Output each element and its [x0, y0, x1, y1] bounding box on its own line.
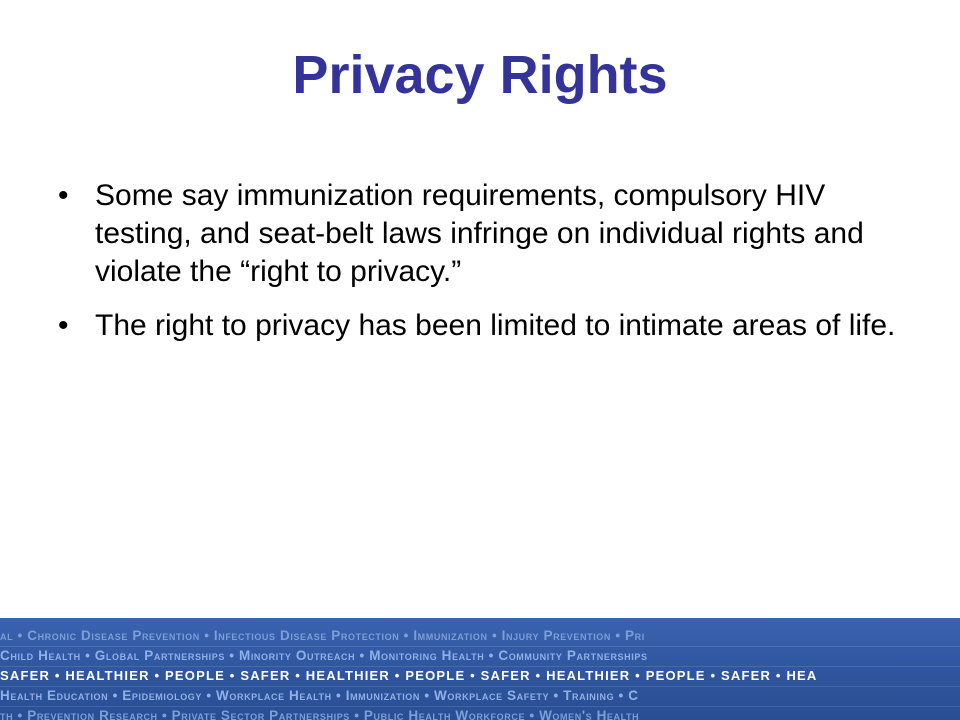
banner-line-slogan: SAFER • HEALTHIER • PEOPLE • SAFER • HEALTHIER • PEOPLE • SAFER • HEALTHIER • PEOPLE • SAFER • HEA	[0, 668, 818, 683]
bullet-marker: •	[58, 309, 69, 342]
bullet-text: The right to privacy has been limited to intimate areas of life.	[95, 309, 896, 342]
bullet-list	[58, 177, 898, 361]
footer-banner	[0, 618, 960, 720]
banner-line: al • Chronic Disease Prevention • Infectious Disease Protection • Immunization • Injury Prevention • Pri	[0, 628, 645, 643]
bullet-marker: •	[58, 179, 69, 212]
bullet-item	[58, 307, 898, 345]
bullet-text: Some say immunization requirements, compulsory HIV testing, and seat-belt laws infringe on individual rights and violate the “right to privacy.”	[95, 179, 864, 288]
banner-line: Child Health • Global Partnerships • Minority Outreach • Monitoring Health • Community Partnerships	[0, 648, 648, 663]
banner-line: th • Prevention Research • Private Sector Partnerships • Public Health Workforce • Women's Health	[0, 708, 640, 720]
banner-line: Health Education • Epidemiology • Workplace Health • Immunization • Workplace Safety • Training • C	[0, 688, 639, 703]
slide-title: Privacy Rights	[292, 45, 668, 105]
bullet-item	[58, 177, 898, 291]
